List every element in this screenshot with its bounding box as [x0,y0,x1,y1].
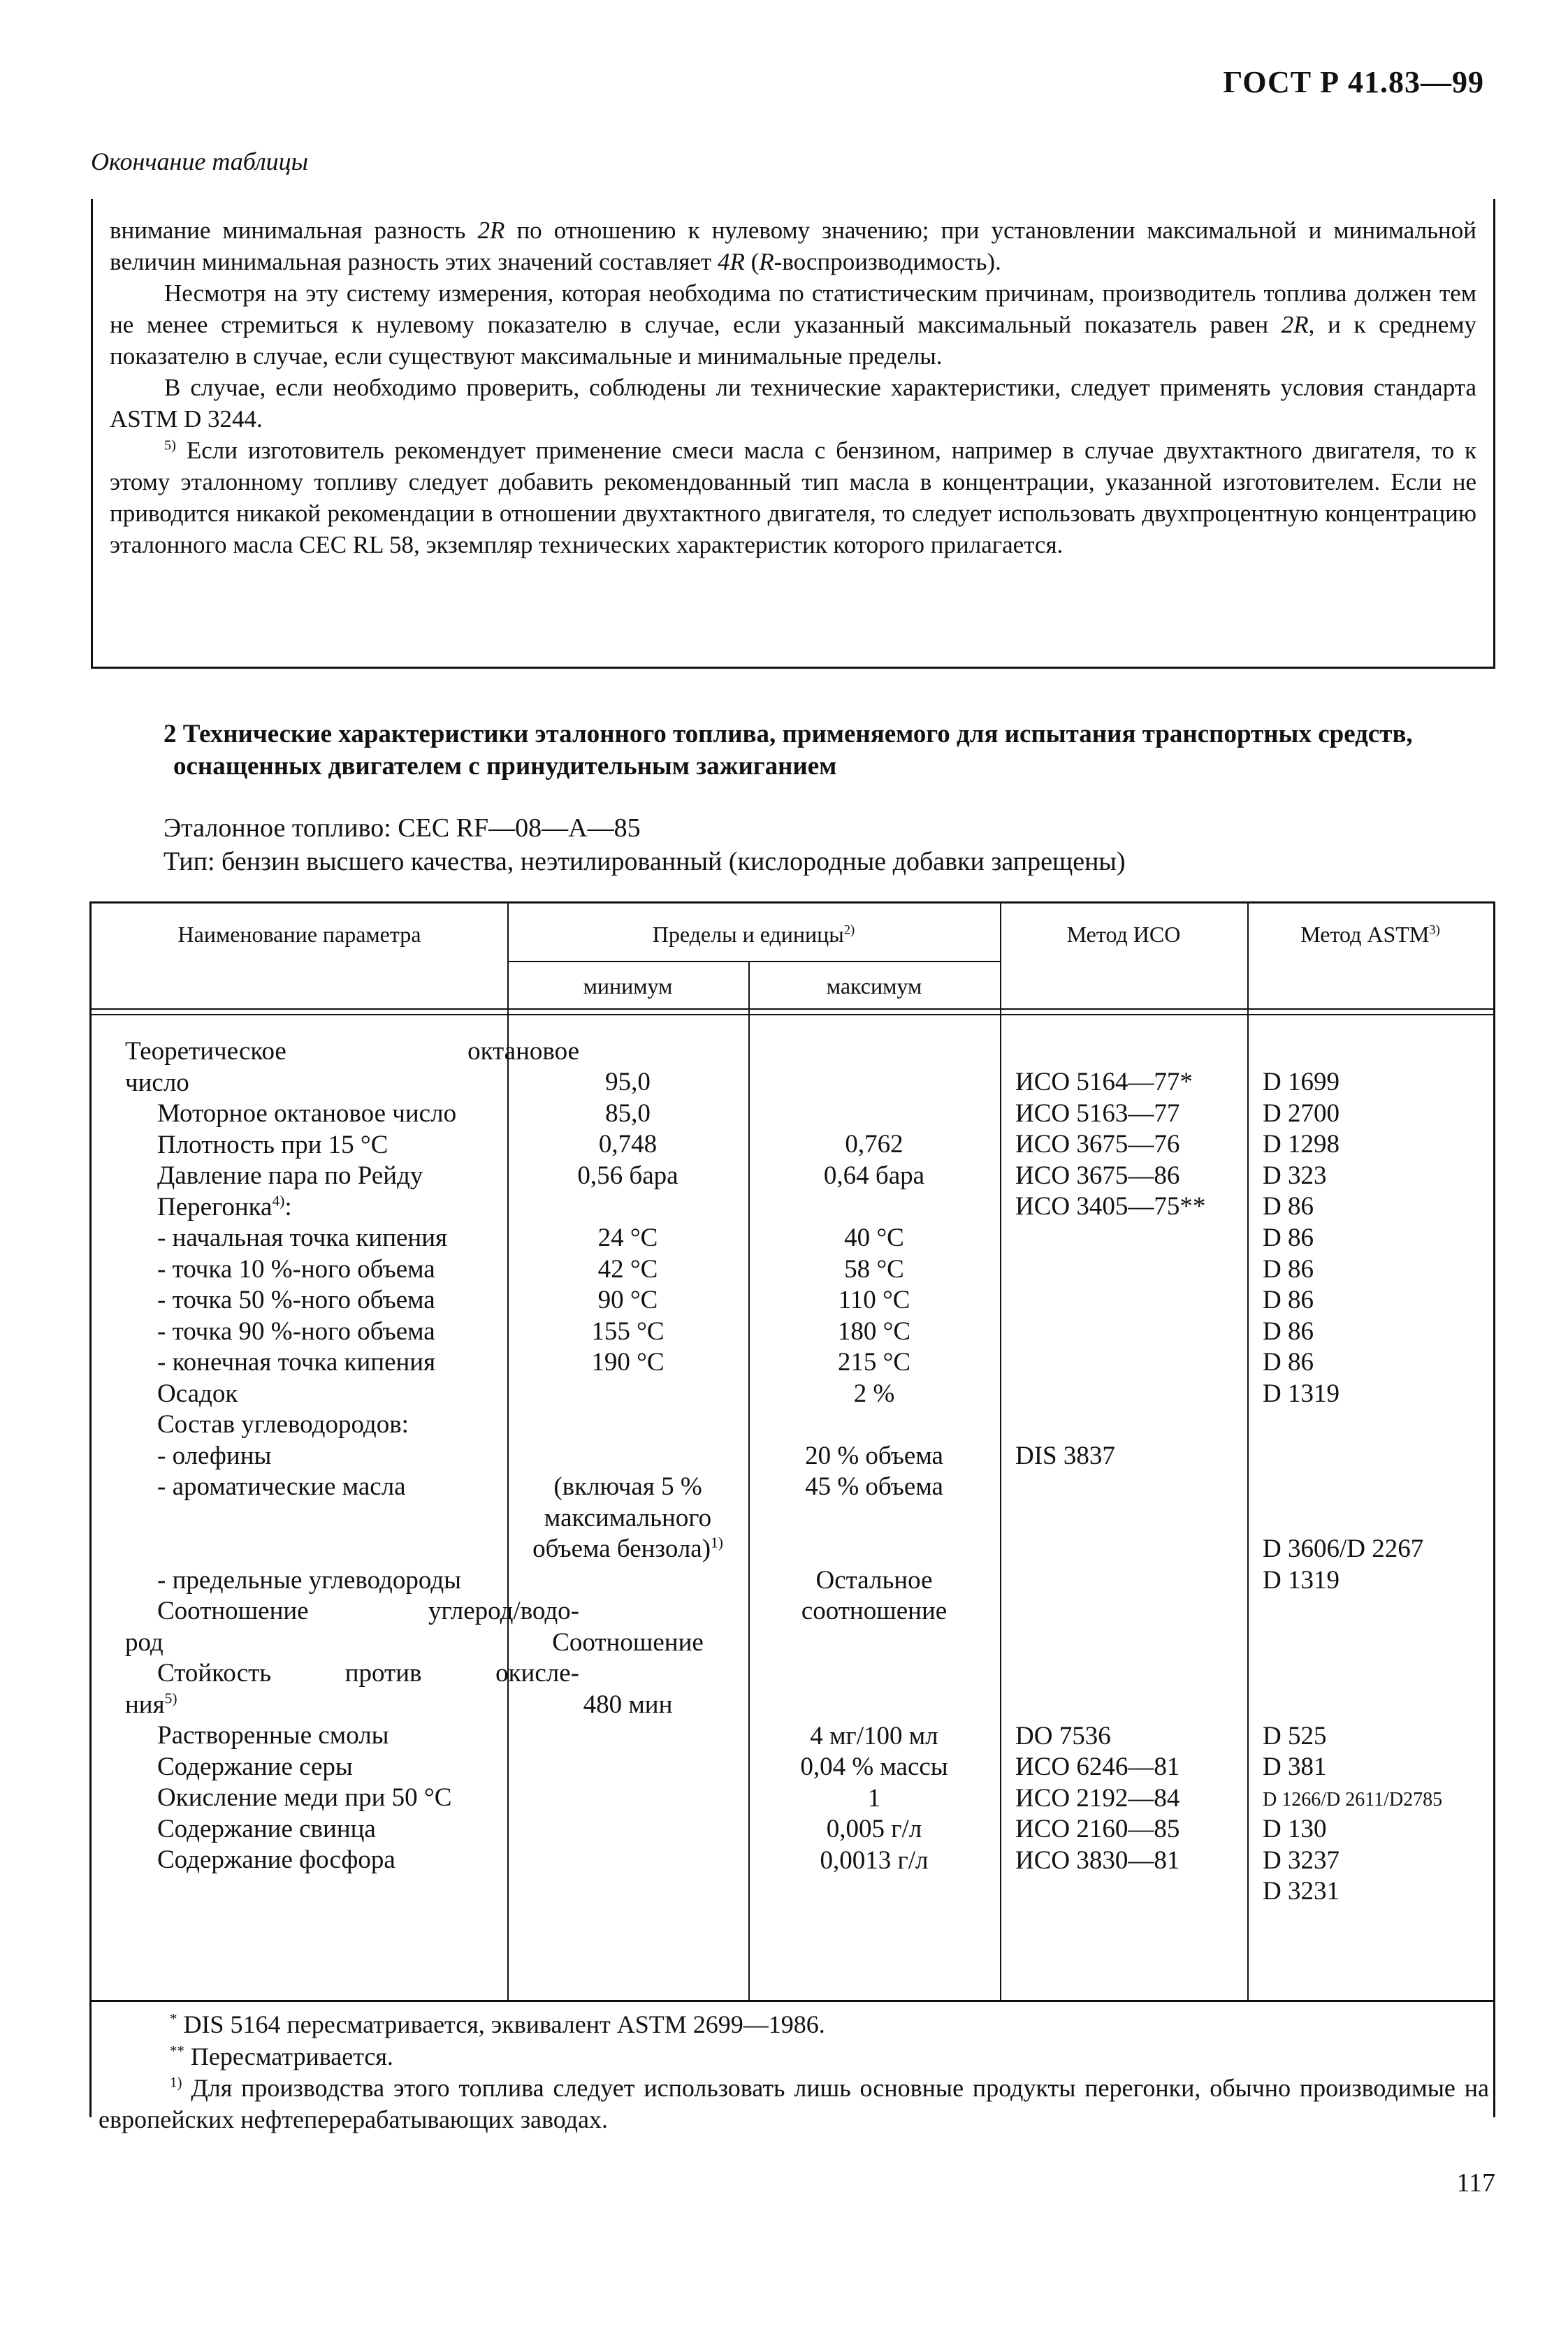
note-paragraph-4: $^{5)}$ Если изготовитель рекомендует применение смеси масла с бензином, например в случае двухтактного двигателя, то к этому эталонному топливу следует добавить рекомендованный тип масла в концентрации, указанной изготовителем. Если не приводится никакой рекомендации в отношении двухтактного двигателя, то следует использовать двухпроцентную концентрацию эталонного масла СЕС RL 58, экземпляр технических характеристик которого прилагается. [110,437,1476,558]
astm-phosphorus-2: D 3231 [1263,1877,1340,1906]
max-ibp: 40 °С [844,1224,904,1252]
min-fbp: 190 °С [591,1348,665,1377]
footnote-2: ** Пересматривается. [170,2043,393,2070]
fuel-spec-table [89,901,1495,2002]
note-paragraph-3: В случае, если необходимо проверить, соблюдены ли технические характеристики, следует применять условия стандарта ASTM D 3244. [110,374,1476,433]
iso-phosphorus: ИСО 3830—81 [1015,1846,1180,1875]
min-octane: 95,0 [605,1068,651,1096]
section-title: 2 Технические характеристики эталонного топлива, применяемого для испытания транспортных средств, оснащенных двигателем с принудительным зажиганием [164,720,1413,781]
max-saturates-line1: Остальное [815,1566,933,1595]
astm-copper: D 1266/D 2611/D2785 [1263,1789,1443,1811]
iso-olefins: DIS 3837 [1015,1442,1115,1470]
page-number: 117 [1456,2168,1495,2198]
footnote-1: * DIS 5164 пересматривается, эквивалент ASTM 2699—1986. [170,2010,825,2038]
astm-sulfur: D 381 [1263,1753,1327,1781]
astm-p50: D 86 [1263,1286,1314,1314]
table-ending-label: Окончание таблицы [91,147,309,175]
iso-density: ИСО 3675—76 [1015,1130,1180,1159]
iso-motor: ИСО 5163—77 [1015,1099,1180,1128]
max-p10: 58 °С [844,1255,904,1284]
astm-residue: D 1319 [1263,1379,1340,1408]
max-residue: 2 % [853,1379,895,1408]
col-header-astm: Метод ASTM$^{3)}$ [1300,922,1440,947]
astm-reid: D 323 [1263,1161,1327,1190]
col-header-param: Наименование параметра [177,922,421,947]
astm-fbp: D 86 [1263,1348,1314,1377]
col-header-limits: Пределы и единицы$^{2)}$ [652,922,855,947]
astm-motor: D 2700 [1263,1099,1340,1128]
param-list: Моторное октановое число Плотность при 15 °С Давление пара по Рейду Перегонка$^{4)}$: - начальная точка кипения - точка 10 %-ного объема - точка 50 %-ного объема - точка 90 %-ного объема - конечная точка кипения Осадок Состав углеводородов: - олефины - ароматические масла - предельные углеводороды Соотношение углерод/водо- род Стойкость против окисле- ния$^{5)}$ Растворенные смолы Содержание серы Окисление меди при 50 °С Содержание свинца Содержание фосфора [125,1099,579,1874]
iso-reid: ИСО 3675—86 [1015,1161,1180,1190]
max-fbp: 215 °С [837,1348,911,1377]
iso-distillation: ИСО 3405—75** [1015,1192,1206,1221]
astm-distillation: D 86 [1263,1192,1314,1221]
table-continuation-note [91,199,1495,669]
table-footnotes [89,2002,1495,2133]
max-reid: 0,64 бара [823,1161,925,1190]
min-p10: 42 °С [597,1255,658,1284]
min-benzene-line1: (включая 5 % [553,1472,702,1501]
header-bottom-line [92,1008,1493,1010]
astm-density: D 1298 [1263,1130,1340,1159]
min-p90: 155 °С [591,1317,665,1346]
iso-copper: ИСО 2192—84 [1015,1784,1180,1813]
header-bottom-line [92,1014,1493,1015]
header-divider [507,961,1000,962]
min-motor: 85,0 [605,1099,651,1128]
min-p50: 90 °С [597,1286,658,1314]
min-benzene-line2: максимального [544,1504,712,1532]
min-benzene-line3: объема бензола)$^{1)}$ [532,1534,723,1563]
document-code: ГОСТ Р 41.83—99 [1223,65,1484,99]
min-ch-ratio: Соотношение [552,1628,704,1657]
col-header-max: максимум [826,973,922,999]
max-gum: 4 мг/100 мл [810,1722,938,1750]
max-sulfur: 0,04 % массы [800,1753,948,1781]
reference-fuel-label: Эталонное топливо: СЕС RF—08—А—85 [164,813,641,843]
max-olefins: 20 % объема [805,1442,943,1470]
max-phosphorus: 0,0013 г/л [820,1846,929,1875]
max-p90: 180 °С [837,1317,911,1346]
iso-gum: DO 7536 [1015,1722,1111,1750]
col-header-iso: Метод ИСО [1066,922,1181,947]
min-oxidation: 480 мин [583,1690,673,1719]
max-copper: 1 [867,1784,881,1813]
max-lead: 0,005 г/л [826,1815,922,1843]
astm-octane: D 1699 [1263,1068,1340,1096]
column-divider [1247,904,1249,2002]
iso-octane: ИСО 5164—77* [1015,1068,1193,1096]
footnote-3: $^{1)}$ Для производства этого топлива следует использовать лишь основные продукты перегонки, обычно производимые на европейских нефтеперерабатывающих заводах. [99,2074,1489,2133]
min-reid: 0,56 бара [577,1161,678,1190]
max-aromatics: 45 % объема [805,1472,943,1501]
min-ibp: 24 °С [597,1224,658,1252]
astm-lead: D 130 [1263,1815,1327,1843]
min-density: 0,748 [598,1130,658,1159]
astm-p90: D 86 [1263,1317,1314,1346]
column-divider [1000,904,1001,2002]
astm-p10: D 86 [1263,1255,1314,1284]
note-paragraph-2: Несмотря на эту систему измерения, которая необходима по статистическим причинам, производитель топлива должен тем не менее стремиться к нулевому показателю в случае, если указанный максимальный показатель равен 2R, и к среднему показателю в случае, если существуют максимальные и минимальные пределы. [110,280,1476,370]
astm-aromatics: D 3606/D 2267 [1263,1535,1424,1563]
param-octane: Теоретическое октановое число [125,1037,579,1097]
iso-sulfur: ИСО 6246—81 [1015,1753,1180,1781]
max-p50: 110 °С [838,1286,910,1314]
astm-ibp: D 86 [1263,1224,1314,1252]
max-density: 0,762 [845,1130,903,1159]
astm-saturates: D 1319 [1263,1566,1340,1595]
astm-phosphorus-1: D 3237 [1263,1846,1340,1875]
note-paragraph-1: внимание минимальная разность 2R по отношению к нулевому значению; при установлении максимальной и минимальной величин минимальная разность этих значений составляет 4R (R-воспроизводимость). [110,217,1476,275]
astm-gum: D 525 [1263,1722,1327,1750]
iso-lead: ИСО 2160—85 [1015,1815,1180,1843]
fuel-type-label: Тип: бензин высшего качества, неэтилированный (кислородные добавки запрещены) [164,847,1126,876]
max-saturates-line2: соотношение [801,1597,948,1625]
col-header-min: минимум [583,973,673,999]
